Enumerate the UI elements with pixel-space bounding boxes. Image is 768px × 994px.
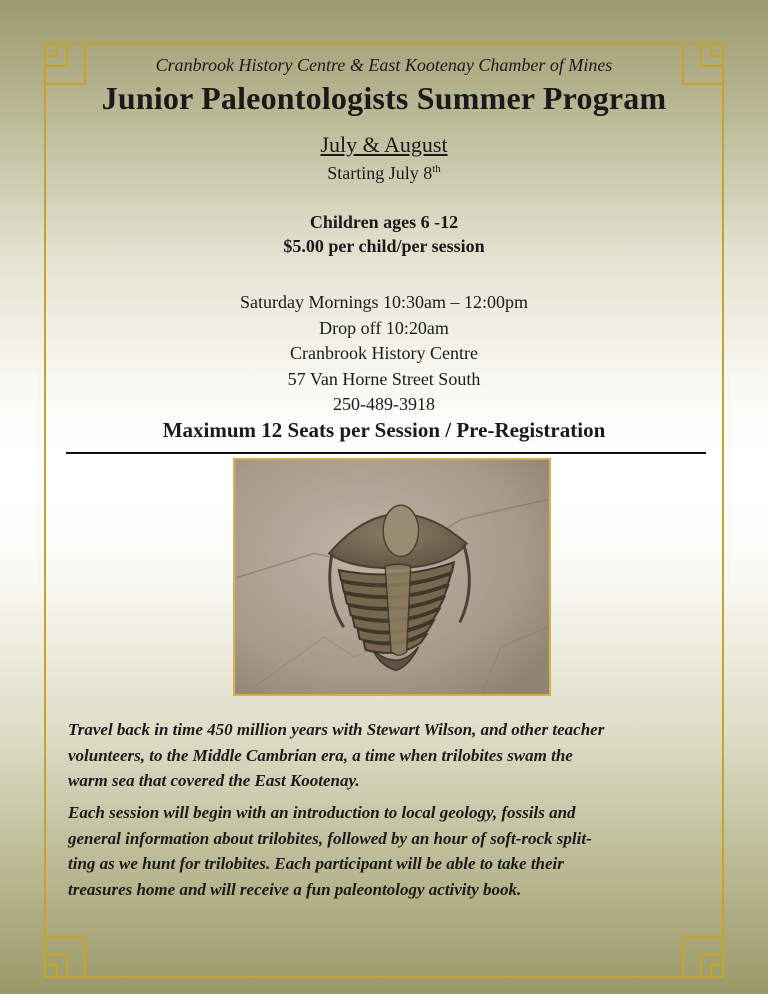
start-date bbox=[0, 163, 768, 184]
venue-name: Cranbrook History Centre bbox=[290, 343, 478, 363]
dropoff-time: Drop off 10:20am bbox=[319, 317, 449, 338]
description-line: Travel back in time 450 million years with Stewart Wilson, and other teacher bbox=[68, 720, 605, 739]
program-months: July & August bbox=[320, 132, 448, 157]
organizers-line: Cranbrook History Centre & East Kootenay Chamber of Mines bbox=[155, 55, 613, 75]
description-paragraph-1 bbox=[68, 717, 708, 794]
description-line: Each session will begin with an introduction to local geology, fossils and bbox=[68, 803, 576, 822]
description-paragraph-2 bbox=[68, 800, 708, 902]
description-line: volunteers, to the Middle Cambrian era, a time when trilobites swam the bbox=[68, 745, 573, 765]
divider bbox=[66, 452, 706, 454]
description-line: warm sea that covered the East Kootenay. bbox=[68, 771, 360, 790]
description-line: treasures home and will receive a fun paleontology activity book. bbox=[68, 879, 522, 899]
description-line: general information about trilobites, followed by an hour of soft-rock split- bbox=[68, 828, 592, 848]
trilobite-fossil-photo bbox=[233, 458, 551, 696]
description-line: ting as we hunt for trilobites. Each participant will be able to take their bbox=[68, 854, 564, 873]
schedule: Saturday Mornings 10:30am – 12:00pm bbox=[240, 292, 528, 312]
program-details bbox=[0, 290, 768, 418]
venue-address: 57 Van Horne Street South bbox=[287, 368, 481, 389]
frame-border-bottom bbox=[44, 976, 724, 978]
seat-limit: Maximum 12 Seats per Session / Pre-Registration bbox=[162, 418, 606, 442]
corner-ornament-bottom-right bbox=[680, 934, 724, 978]
age-range: Children ages 6 -12 bbox=[309, 212, 459, 232]
corner-ornament-bottom-left bbox=[44, 934, 88, 978]
page-title: Junior Paleontologists Summer Program bbox=[101, 80, 667, 116]
start-date-ordinal: th bbox=[432, 163, 441, 175]
phone-number: 250-489-3918 bbox=[333, 394, 435, 414]
session-fee: $5.00 per child/per session bbox=[283, 236, 485, 256]
start-date-text: Starting July 8 bbox=[327, 163, 433, 183]
frame-border-top bbox=[44, 43, 724, 45]
